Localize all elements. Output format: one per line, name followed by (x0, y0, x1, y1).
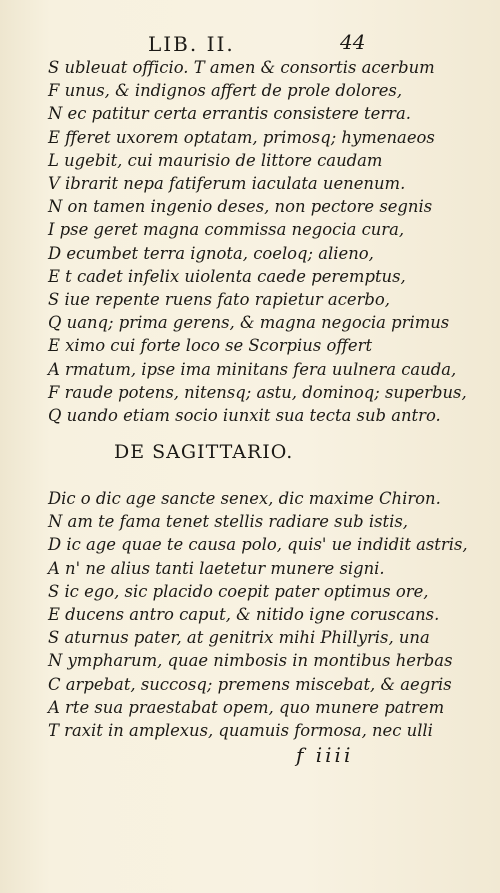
signature-mark: f iiii (296, 743, 354, 767)
verse-line: S ic ego, sic placido coepit pater optimus ore, (48, 581, 429, 601)
verse-line: E t cadet infelix uiolenta caede peremptus, (48, 266, 406, 286)
verse-line: D ic age quae te causa polo, quis' ue indidit astris, (48, 535, 468, 555)
verse-line: N am te fama tenet stellis radiare sub istis, (48, 512, 408, 532)
verse-line: S aturnus pater, at genitrix mihi Phillyris, una (48, 628, 430, 648)
verse-line: E fferet uxorem optatam, primosq; hymenaeos (48, 127, 435, 147)
verse-line: S iue repente ruens fato rapietur acerbo, (48, 290, 390, 310)
verse-line: V ibrarit nepa fatiferum iaculata uenenum. (48, 174, 406, 194)
verse-block-1 (48, 56, 467, 427)
folio-number: 44 (340, 30, 366, 54)
verse-line: I pse geret magna commissa negocia cura, (48, 220, 405, 240)
verse-line: T raxit in amplexus, quamuis formosa, nec ulli (48, 721, 433, 741)
verse-line: A n' ne alius tanti laetetur munere signi. (48, 558, 385, 578)
page-header (0, 32, 500, 58)
section-heading: DE SAGITTARIO. (114, 441, 294, 463)
verse-line: S ubleuat officio. T amen & consortis acerbum (48, 58, 435, 77)
verse-line: E ximo cui forte loco se Scorpius offert (48, 336, 373, 356)
verse-line: N ympharum, quae nimbosis in montibus herbas (48, 651, 453, 671)
verse-line: D ecumbet terra ignota, coeloq; alieno, (48, 243, 374, 263)
verse-line: Q uando etiam socio iunxit sua tecta sub antro. (48, 406, 441, 426)
verse-line: C arpebat, succosq; premens miscebat, & aegris (48, 674, 452, 694)
verse-line: E ducens antro caput, & nitido igne coruscans. (48, 605, 440, 625)
verse-line: A rte sua praestabat opem, quo munere patrem (48, 697, 445, 717)
verse-line: N ec patitur certa errantis consistere terra. (48, 104, 411, 124)
verse-line: Q uanq; prima gerens, & magna negocia primus (48, 313, 450, 333)
verse-line: F unus, & indignos affert de prole dolores, (48, 81, 403, 101)
verse-block-2 (48, 487, 468, 742)
verse-line: L ugebit, cui maurisio de littore caudam (48, 150, 383, 170)
verse-line: A rmatum, ipse ima minitans fera uulnera cauda, (48, 359, 457, 379)
verse-line: N on tamen ingenio deses, non pectore segnis (48, 197, 433, 217)
verse-line: F raude potens, nitensq; astu, dominoq; superbus, (48, 382, 467, 402)
running-title: LIB. II. (148, 32, 235, 56)
verse-line: Dic o dic age sancte senex, dic maxime Chiron. (48, 489, 441, 508)
